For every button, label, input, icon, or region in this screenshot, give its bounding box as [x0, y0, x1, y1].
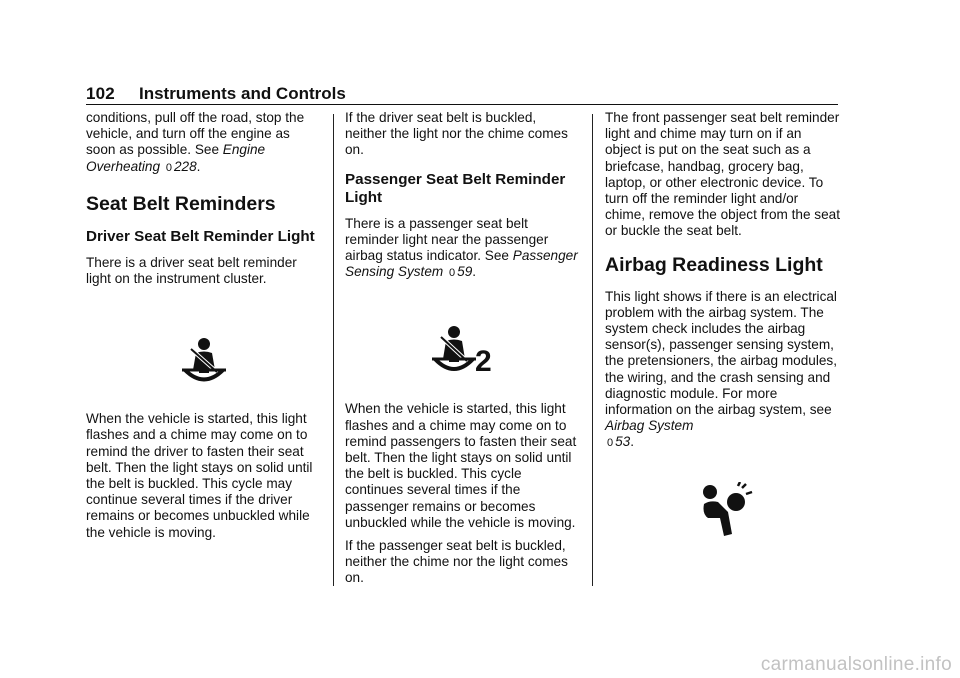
seat-belt-reminders-heading: Seat Belt Reminders — [86, 192, 276, 215]
driver-seat-belt-heading: Driver Seat Belt Reminder Light — [86, 227, 315, 245]
page-number: 102 — [86, 84, 115, 103]
page-ref-arrow-icon: 0 — [449, 267, 456, 280]
column-2 — [345, 110, 581, 594]
column-divider — [592, 114, 593, 586]
object-on-seat-paragraph: The front passenger seat belt reminder light and chime may turn on if an object is put on the seat such as a briefcase, handbag, grocery bag, laptop, or other electronic device. To turn off the reminder light and/or chime, remove the object from the seat or buckle the seat belt. — [605, 110, 840, 239]
airbag-system-link[interactable]: Airbag System — [605, 418, 694, 434]
column-3 — [605, 110, 841, 538]
passenger-seat-digit: 2 — [475, 345, 492, 379]
passenger-sensing-link[interactable]: Passenger Sensing System — [345, 248, 578, 280]
watermark: carmanualsonline.info — [760, 654, 952, 675]
airbag-readiness-icon — [698, 482, 841, 538]
passenger-seat-belt-heading: Passenger Seat Belt Reminder Light — [345, 170, 566, 206]
passenger-cycle-paragraph: When the vehicle is started, this light flashes and a chime may come on to remind passengers to fasten their seat belt. Then the light stays on solid until the belt is buckled. This cycle continues several times if the passenger remains or becomes unbuckled while the vehicle is moving. — [345, 401, 577, 530]
engine-overheating-link[interactable]: Engine Overheating — [86, 142, 266, 174]
page-ref-number[interactable]: 53 — [615, 434, 631, 450]
airbag-readiness-heading: Airbag Readiness Light — [605, 253, 823, 276]
passenger-intro-paragraph: There is a passenger seat belt reminder light near the passenger airbag status indicator. See Passenger Sensing System 0 59. — [345, 215, 578, 280]
intro-paragraph: conditions, pull off the road, stop the vehicle, and turn off the engine as soon as possible. See Engine Overheating 0 228. — [86, 110, 305, 174]
page-ref-arrow-icon: 0 — [607, 437, 614, 450]
driver-cycle-paragraph: When the vehicle is started, this light flashes and a chime may come on to remind the driver to fasten their seat belt. Then the light stays on solid until the belt is buckled. This cycle may continue several times if the driver remains or becomes unbuckled while the vehicle is moving. — [86, 411, 313, 540]
column-1 — [86, 110, 322, 548]
driver-intro-paragraph: There is a driver seat belt reminder light on the instrument cluster. — [86, 254, 297, 287]
driver-seat-belt-icon — [179, 337, 322, 385]
column-divider — [333, 114, 334, 586]
driver-buckled-paragraph: If the driver seat belt is buckled, neither the light nor the chime comes on. — [345, 110, 568, 158]
header-rule — [86, 104, 838, 105]
page-ref-number[interactable]: 228 — [173, 158, 197, 174]
page-ref-number[interactable]: 59 — [457, 264, 473, 280]
passenger-seat-belt-icon — [429, 325, 581, 379]
page-header — [86, 84, 838, 104]
passenger-buckled-paragraph: If the passenger seat belt is buckled, neither the chime nor the light comes on. — [345, 538, 568, 586]
airbag-paragraph: This light shows if there is an electrical problem with the airbag system. The system check includes the airbag sensor(s), passenger sensing system, the pretensioners, the airbag modules, the wiring, and the crash sensing and diagnostic module. For more information on the airbag system, see Airbag System 0 53. — [605, 288, 837, 450]
section-title: Instruments and Controls — [138, 84, 346, 103]
page-ref-arrow-icon: 0 — [165, 161, 172, 174]
